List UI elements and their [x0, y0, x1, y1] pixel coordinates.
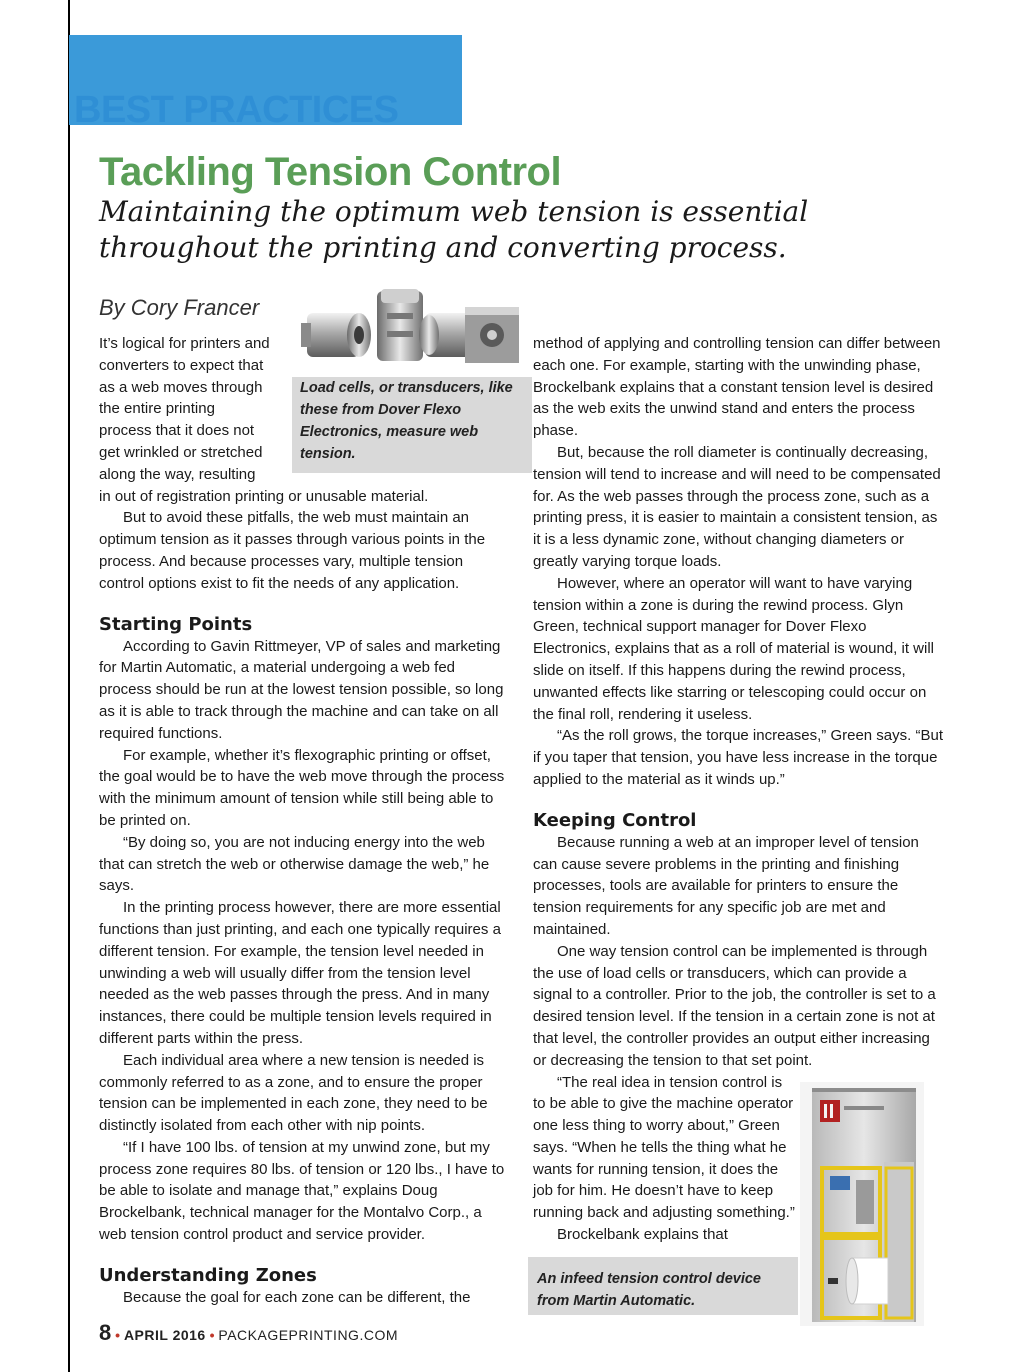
narrow-line: converters to expect that — [99, 356, 264, 374]
paragraph: But to avoid these pitfalls, the web must maintain an optimum tension as it passes through various points in the process. And because processes vary, multiple tension control options exist to fit the needs of any application. — [99, 509, 486, 592]
paragraph: Because the goal for each zone can be different, the — [123, 1288, 471, 1306]
section-label: BEST PRACTICES — [74, 89, 399, 131]
narrow-line: process that it does not — [99, 422, 255, 440]
paragraph: According to Gavin Rittmeyer, VP of sales and marketing for Martin Automatic, a material undergoing a web fed process should be run at the lowest tension possible, so long as it is able to track through the machine and can take on all required functions. — [99, 637, 504, 742]
paragraph: “By doing so, you are not inducing energy into the web that can stretch the web or otherwise damage the web,” he says. — [99, 833, 490, 895]
separator-bullet: • — [209, 1327, 215, 1343]
narrow-line: to be able to give the machine operator — [533, 1095, 794, 1113]
paragraph: method of applying and controlling tension can differ between each one. For example, starting with the unwinding phase, Brockelbank explains that a constant tension level is desired as the web exits the unwind stand and enters the process phase. — [533, 335, 941, 440]
website: PACKAGEPRINTING.COM — [218, 1327, 398, 1343]
separator-bullet: • — [115, 1327, 121, 1343]
page-margin-rule — [68, 0, 70, 1372]
narrow-line: as a web moves through — [99, 378, 263, 396]
paragraph: However, where an operator will want to have varying tension within a zone is during the rewind process. Glyn Green, technical support manager for Dover Flexo Electronics, explains that as a roll of material is wound, it will slide on itself. If this happens during the rewind process, unwanted effects like starring or telescoping could occur on the final roll, rendering it useless. — [533, 574, 935, 723]
paragraph: Each individual area where a new tension is needed is commonly referred to as a zone, and to ensure the proper tension can be implemented in each zone, they need to be distinctly isolated from each other with nip points. — [99, 1051, 488, 1135]
narrow-line: job for him. He doesn’t have to keep — [533, 1182, 774, 1200]
narrow-line: the entire printing — [99, 400, 215, 418]
caption-text: Load cells, or transducers, like these from Dover Flexo Electronics, measure web tension. — [300, 380, 513, 462]
narrow-line: says. “When he tells the thing what he — [533, 1138, 787, 1156]
article-column-1 — [99, 333, 511, 1309]
narrow-line: along the way, resulting — [99, 465, 256, 483]
paragraph: “If I have 100 lbs. of tension at my unwind zone, but my process zone requires 80 lbs. of tension or 120 lbs., I have to be able to isolate and manage that,” explains Doug Brockelbank, technical manager for the Montalvo Corp., a web tension control product and service provider. — [99, 1138, 505, 1244]
paragraph: For example, whether it’s flexographic printing or offset, the goal would be to have the web move through the process with the minimum amount of tension while still being able to be printed on. — [99, 746, 505, 829]
subhead-starting-points: Starting Points — [99, 613, 253, 635]
narrow-line: one less thing to worry about,” Green — [533, 1117, 780, 1135]
paragraph: Because running a web at an improper level of tension can cause severe problems in the printing and finishing processes, tools are available for printers to ensure the tension requirements for any specific job are met and maintained. — [533, 833, 919, 938]
paragraph: One way tension control can be implemented is through the use of load cells or transducers, which can provide a signal to a controller. Prior to the job, the controller is set to a desired tension level. If the tension in a certain zone is not at that level, the controller provides an output either increasing or decreasing the tension to that set point. — [533, 942, 936, 1069]
paragraph: But, because the roll diameter is continually decreasing, tension will tend to increase and will need to be compensated for. As the web passes through the process zone, such as a printing press, it is easier to maintain a consistent tension, as it is a less dynamic zone, without changing diameters or greatly varying torque loads. — [533, 443, 941, 570]
subhead-understanding-zones: Understanding Zones — [99, 1264, 317, 1286]
caption-text: An infeed tension control device from Martin Automatic. — [537, 1271, 761, 1309]
paragraph: In the printing process however, there are more essential functions than just printing, and each one typically requires a different tension. For example, the tension level needed in unwinding a web will usually differ from the tension level needed as the web passes through the press. And in many instances, there could be multiple tension levels required in different parts within the press. — [99, 899, 501, 1047]
narrow-line: running back and adjusting something.” — [533, 1204, 795, 1222]
narrow-line: It’s logical for printers and — [99, 335, 270, 352]
issue-date: APRIL 2016 — [123, 1327, 206, 1343]
byline: By Cory Francer — [99, 295, 260, 320]
tension-device-photo — [800, 1082, 924, 1326]
article-title: Tackling Tension Control — [99, 150, 562, 194]
article-deck: Maintaining the optimum web tension is essential throughout the printing and converting process. — [99, 195, 809, 264]
narrow-line: wants for running tension, it does the — [533, 1160, 779, 1178]
paragraph: “As the roll grows, the torque increases,” Green says. “But if you taper that tension, you have less increase in the torque applied to the material as it winds up.” — [533, 727, 943, 788]
page-number: 8 — [99, 1320, 112, 1345]
page-footer — [99, 1320, 398, 1346]
paragraph: Brockelbank explains that — [557, 1226, 728, 1244]
subhead-keeping-control: Keeping Control — [533, 809, 697, 831]
narrow-line: “The real idea in tension control is — [557, 1073, 783, 1091]
narrow-line: get wrinkled or stretched — [99, 443, 263, 461]
paragraph: in out of registration printing or unusable material. — [99, 487, 429, 505]
photo-caption-device — [528, 1257, 798, 1315]
